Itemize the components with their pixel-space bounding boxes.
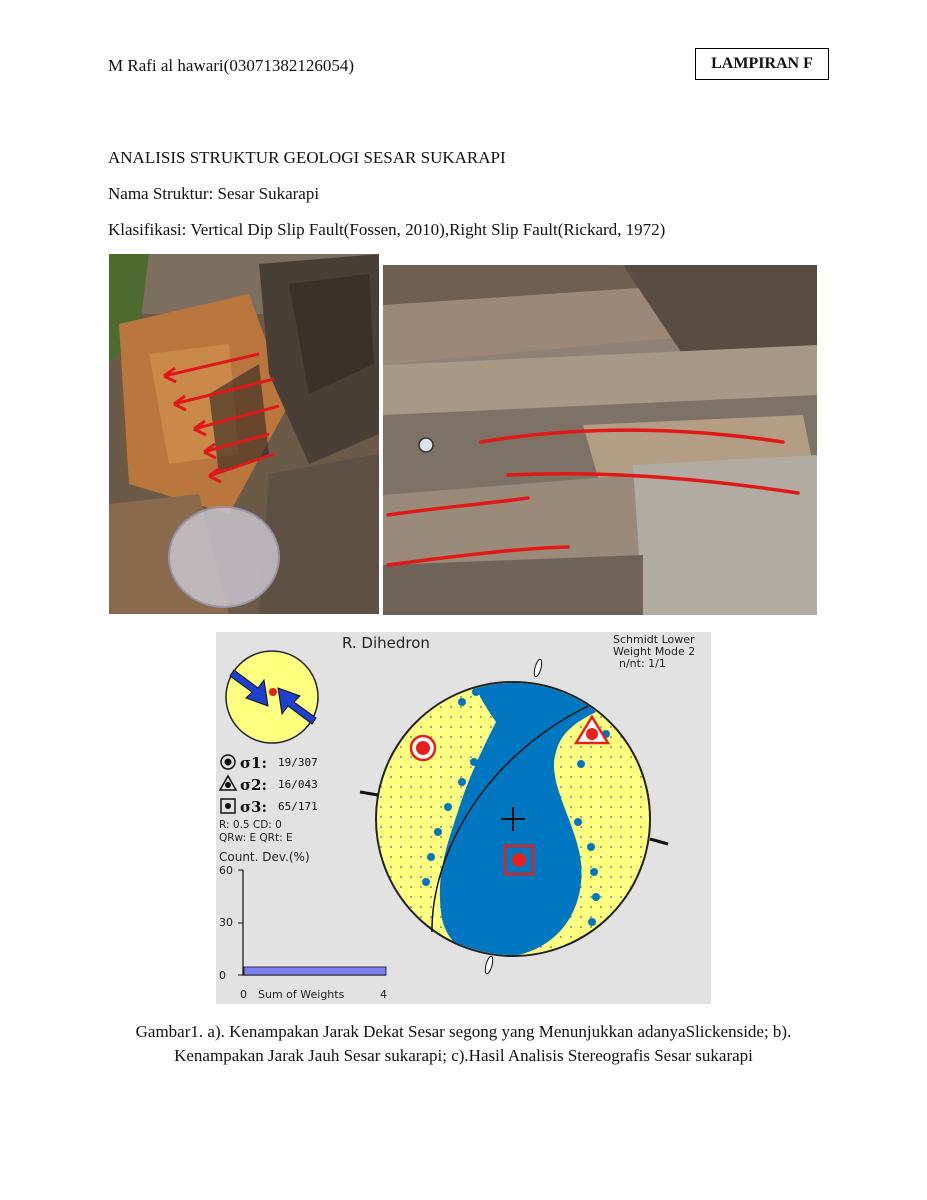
structure-name: Nama Struktur: Sesar Sukarapi [108,184,320,203]
hist-y-mid: 30 [219,916,233,929]
document-title: ANALISIS STRUKTUR GEOLOGI SESAR SUKARAPI [108,148,506,167]
weight-mode-label: Weight Mode 2 [613,645,696,658]
params-line2: QRw: E QRt: E [219,832,293,844]
author-line: M Rafi al hawari(03071382126054) [108,56,354,75]
caption-line-2: Kenampakan Jarak Jauh Sesar sukarapi; c).Hasil Analisis Stereografis Sesar sukarapi [174,1046,753,1065]
sigma3-value: 65/171 [278,800,318,813]
focal-mechanism-icon [226,651,318,743]
structure-classification: Klasifikasi: Vertical Dip Slip Fault(Fossen, 2010),Right Slip Fault(Rickard, 1972) [108,220,666,239]
count-label: n/nt: 1/1 [619,657,666,670]
hist-y-top: 60 [219,864,233,877]
hist-x-left: 0 [240,988,247,1001]
params-line1: R: 0.5 CD: 0 [219,819,282,831]
hist-x-label: Sum of Weights [258,988,345,1001]
hist-y-bottom: 0 [219,969,226,982]
sigma1-value: 19/307 [278,756,318,769]
sigma3-label: σ3: [240,798,268,816]
stereonet-title: R. Dihedron [342,634,430,652]
sigma1-marker [411,736,435,760]
sigma1-label: σ1: [240,754,268,772]
caption-line-1: Gambar1. a). Kenampakan Jarak Dekat Sesar segong yang Menunjukkan adanyaSlickenside; b). [135,1022,792,1041]
appendix-badge: LAMPIRAN F [695,48,829,80]
histogram-title: Count. Dev.(%) [219,850,310,864]
photo-close-up-slickenside [109,254,379,614]
photo-far-view-fault [383,265,817,615]
projection-label: Schmidt Lower [613,633,695,646]
sigma2-value: 16/043 [278,778,318,791]
figure-caption [60,1020,867,1068]
sigma2-label: σ2: [240,776,268,794]
hist-x-right: 4 [380,988,387,1001]
stereonet-figure [216,632,711,1004]
